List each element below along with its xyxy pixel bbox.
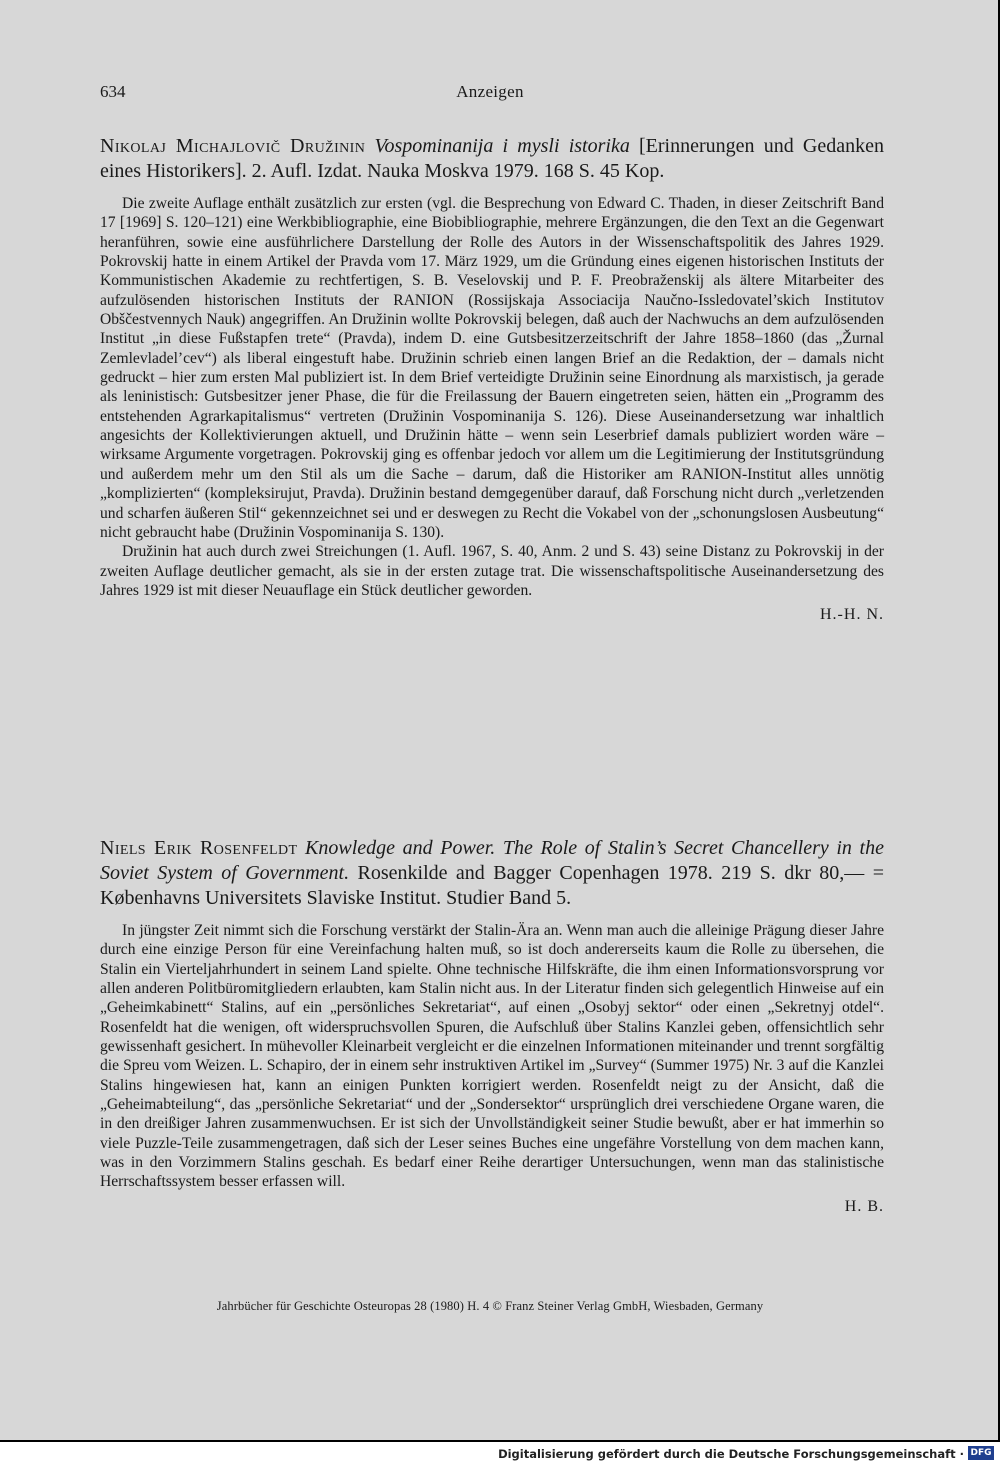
- review-druzinin: [100, 134, 884, 624]
- section-title: Anzeigen: [456, 82, 524, 101]
- citation-details: [Erinnerungen und Gedanken eines Historikers]. 2. Aufl. Izdat. Nauka Moskva 1979. 168 S. 45 Kop.: [100, 135, 884, 182]
- book-title: Vospominanija i mysli istorika: [374, 135, 630, 157]
- journal-footer: Jahrbücher für Geschichte Osteuropas 28 (1980) H. 4 © Franz Steiner Verlag GmbH, Wiesbaden, Germany: [216, 1299, 764, 1313]
- funding-notice: Digitalisierung gefördert durch die Deutsche Forschungsgemeinschaft ·: [498, 1447, 964, 1461]
- running-head: [100, 82, 880, 108]
- review-citation: [100, 134, 884, 184]
- reviewer-initials: H. B.: [844, 1197, 884, 1215]
- page-number: 634: [100, 82, 126, 101]
- dfg-logo-icon: DFG: [968, 1446, 994, 1460]
- book-title: Knowledge and Power. The Role of Stalin’s Secret Chancellery in the Soviet System of Government.: [100, 837, 884, 884]
- reviewer-initials: H.-H. N.: [820, 606, 884, 624]
- review-paragraph: Die zweite Auflage enthält zusätzlich zur ersten (vgl. die Besprechung von Edward C. Thaden, in dieser Zeitschrift Band 17 [1969] S. 120–121) eine Werkbibliographie, eine Biobibliographie, mehrere Ergänzungen, die den Text an die Gegenwart heranführen, sowie eine ausführlichere Darstellung der Rolle des Autors in der Wissenschaftspolitik des Jahres 1929. Pokrovskij hatte in einem Artikel der Pravda vom 17. März 1929, um die Gründung eines eigenen historischen Instituts der Kommunistischen Akademie zu rechtfertigen, S. B. Veselovskij und P. F. Preobraženskij als ältere Mitarbeiter des aufzulösenden historischen Instituts der RANION (Rossijskaja Associacija Naučno-Issledovatel’skich Institutov Obščestvennych Nauk) angegriffen. An Družinin wollte Pokrovskij belegen, daß auch der Nachwuchs an dem aufzulösenden Institut „in diese Fußstapfen trete“ (Pravda), indem D. eine Gutsbesitzerzeitschrift der Jahre 1858–1860 (das „Žurnal Zemlevladel’cev“) als liberal eingestuft habe. Družinin schrieb einen langen Brief an die Redaktion, der – damals nicht gedruckt – hier zum ersten Mal publiziert ist. In dem Brief verteidigte Družinin seine Einordnung als marxistisch, ja gerade als leninistisch: Gutsbesitzer jener Phase, die für die Freilassung der Bauern eingetreten seien, hätten ein „Programm des entstehenden Agrarkapitalismus“ vertreten (Družinin Vospominanija S. 126). Diese Auseinandersetzung war inhaltlich angesichts der Kollektivierungen aktuell, und Družinin hätte – wenn sein Leserbrief damals publiziert worden wäre – wirksame Argumente vorgetragen. Pokrovskij ging es offenbar jedoch vor allem um die Legitimierung der Institutsgründung und außerdem mehr um den Stil als um die Sache – darum, daß die Historiker am RANION-Institut alles unnötig „komplizierten“ (kompleksirujut, Pravda). Družinin bestand demgegenüber darauf, daß Forschung nicht durch „verletzenden und scharfen äußeren Stil“ gekennzeichnet sei und er deswegen zu Recht die Vokabel von der „schonungslosen Ausbeutung“ nicht gebraucht habe (Družinin Vospominanija S. 130).: [100, 195, 884, 541]
- citation-details: Rosenkilde and Bagger Copenhagen 1978. 219 S. dkr 80,— = Københavns Universitets Slaviske Institut. Studier Band 5.: [100, 862, 884, 909]
- review-body: [100, 921, 884, 1192]
- review-paragraph: In jüngster Zeit nimmt sich die Forschung verstärkt der Stalin-Ära an. Wenn man auch die alleinige Prägung dieser Jahre durch eine einzige Person für eine Vereinfachung halten muß, so ist doch andererseits kaum die Rolle zu übersehen, die Stalin ein Vierteljahrhundert in seinem Land spielte. Ohne technische Hilfskräfte, die ihm einen Informationsvorsprung vor allen anderen Politbüromitgliedern erlaubten, kam Stalin nicht aus. In der Literatur finden sich gelegentlich Hinweise auf ein „Geheimkabinett“ Stalins, auf ein „persönliches Sekretariat“, auf einen „Osobyj sektor“ oder einen „Sekretnyj otdel“. Rosenfeldt hat die wenigen, oft widerspruchsvollen Spuren, die Aufschluß über Stalins Kanzlei geben, offensichtlich sehr gewissenhaft gesichert. In mühevoller Kleinarbeit vergleicht er die einzelnen Informationen miteinander und trennt sorgfältig die Spreu vom Weizen. L. Schapiro, der in einem sehr instruktiven Artikel im „Survey“ (Summer 1975) Nr. 3 auf die Kanzlei Stalins hingewiesen hat, kann an einigen Punkten korrigiert werden. Rosenfeldt neigt zu der Ansicht, daß die „Geheimabteilung“, das „persönliche Sekretariat“ und der „Sondersektor“ ursprünglich drei verschiedene Organe waren, die in den dreißiger Jahren zusammenwuchsen. Er ist sich der Unvollständigkeit seiner Studie bewußt, aber er hat immerhin so viele Puzzle-Teile zusammengetragen, daß sich der Leser seines Buches eine ungefähre Vorstellung von dem machen kann, was in den Vorzimmern Stalins geschah. Es bedarf einer Reihe derartiger Untersuchungen, wenn man das stalinistische Herrschaftssystem besser erfassen will.: [100, 922, 884, 1191]
- review-body: [100, 194, 884, 600]
- review-author: Niels Erik Rosenfeldt: [100, 837, 298, 859]
- review-paragraph: Družinin hat auch durch zwei Streichungen (1. Aufl. 1967, S. 40, Anm. 2 und S. 43) seine Distanz zu Pokrovskij in der zweiten Auflage deutlicher gemacht, als sie in der ersten zutage trat. Die wissenschaftspolitische Auseinandersetzung des Jahres 1929 ist mit dieser Neuauflage ein Stück deutlicher geworden.: [100, 543, 884, 599]
- review-author: Nikolaj Michajlovič Družinin: [100, 135, 366, 157]
- review-citation: [100, 836, 884, 911]
- review-rosenfeldt: [100, 836, 884, 1216]
- digitization-bar: [0, 1442, 1000, 1464]
